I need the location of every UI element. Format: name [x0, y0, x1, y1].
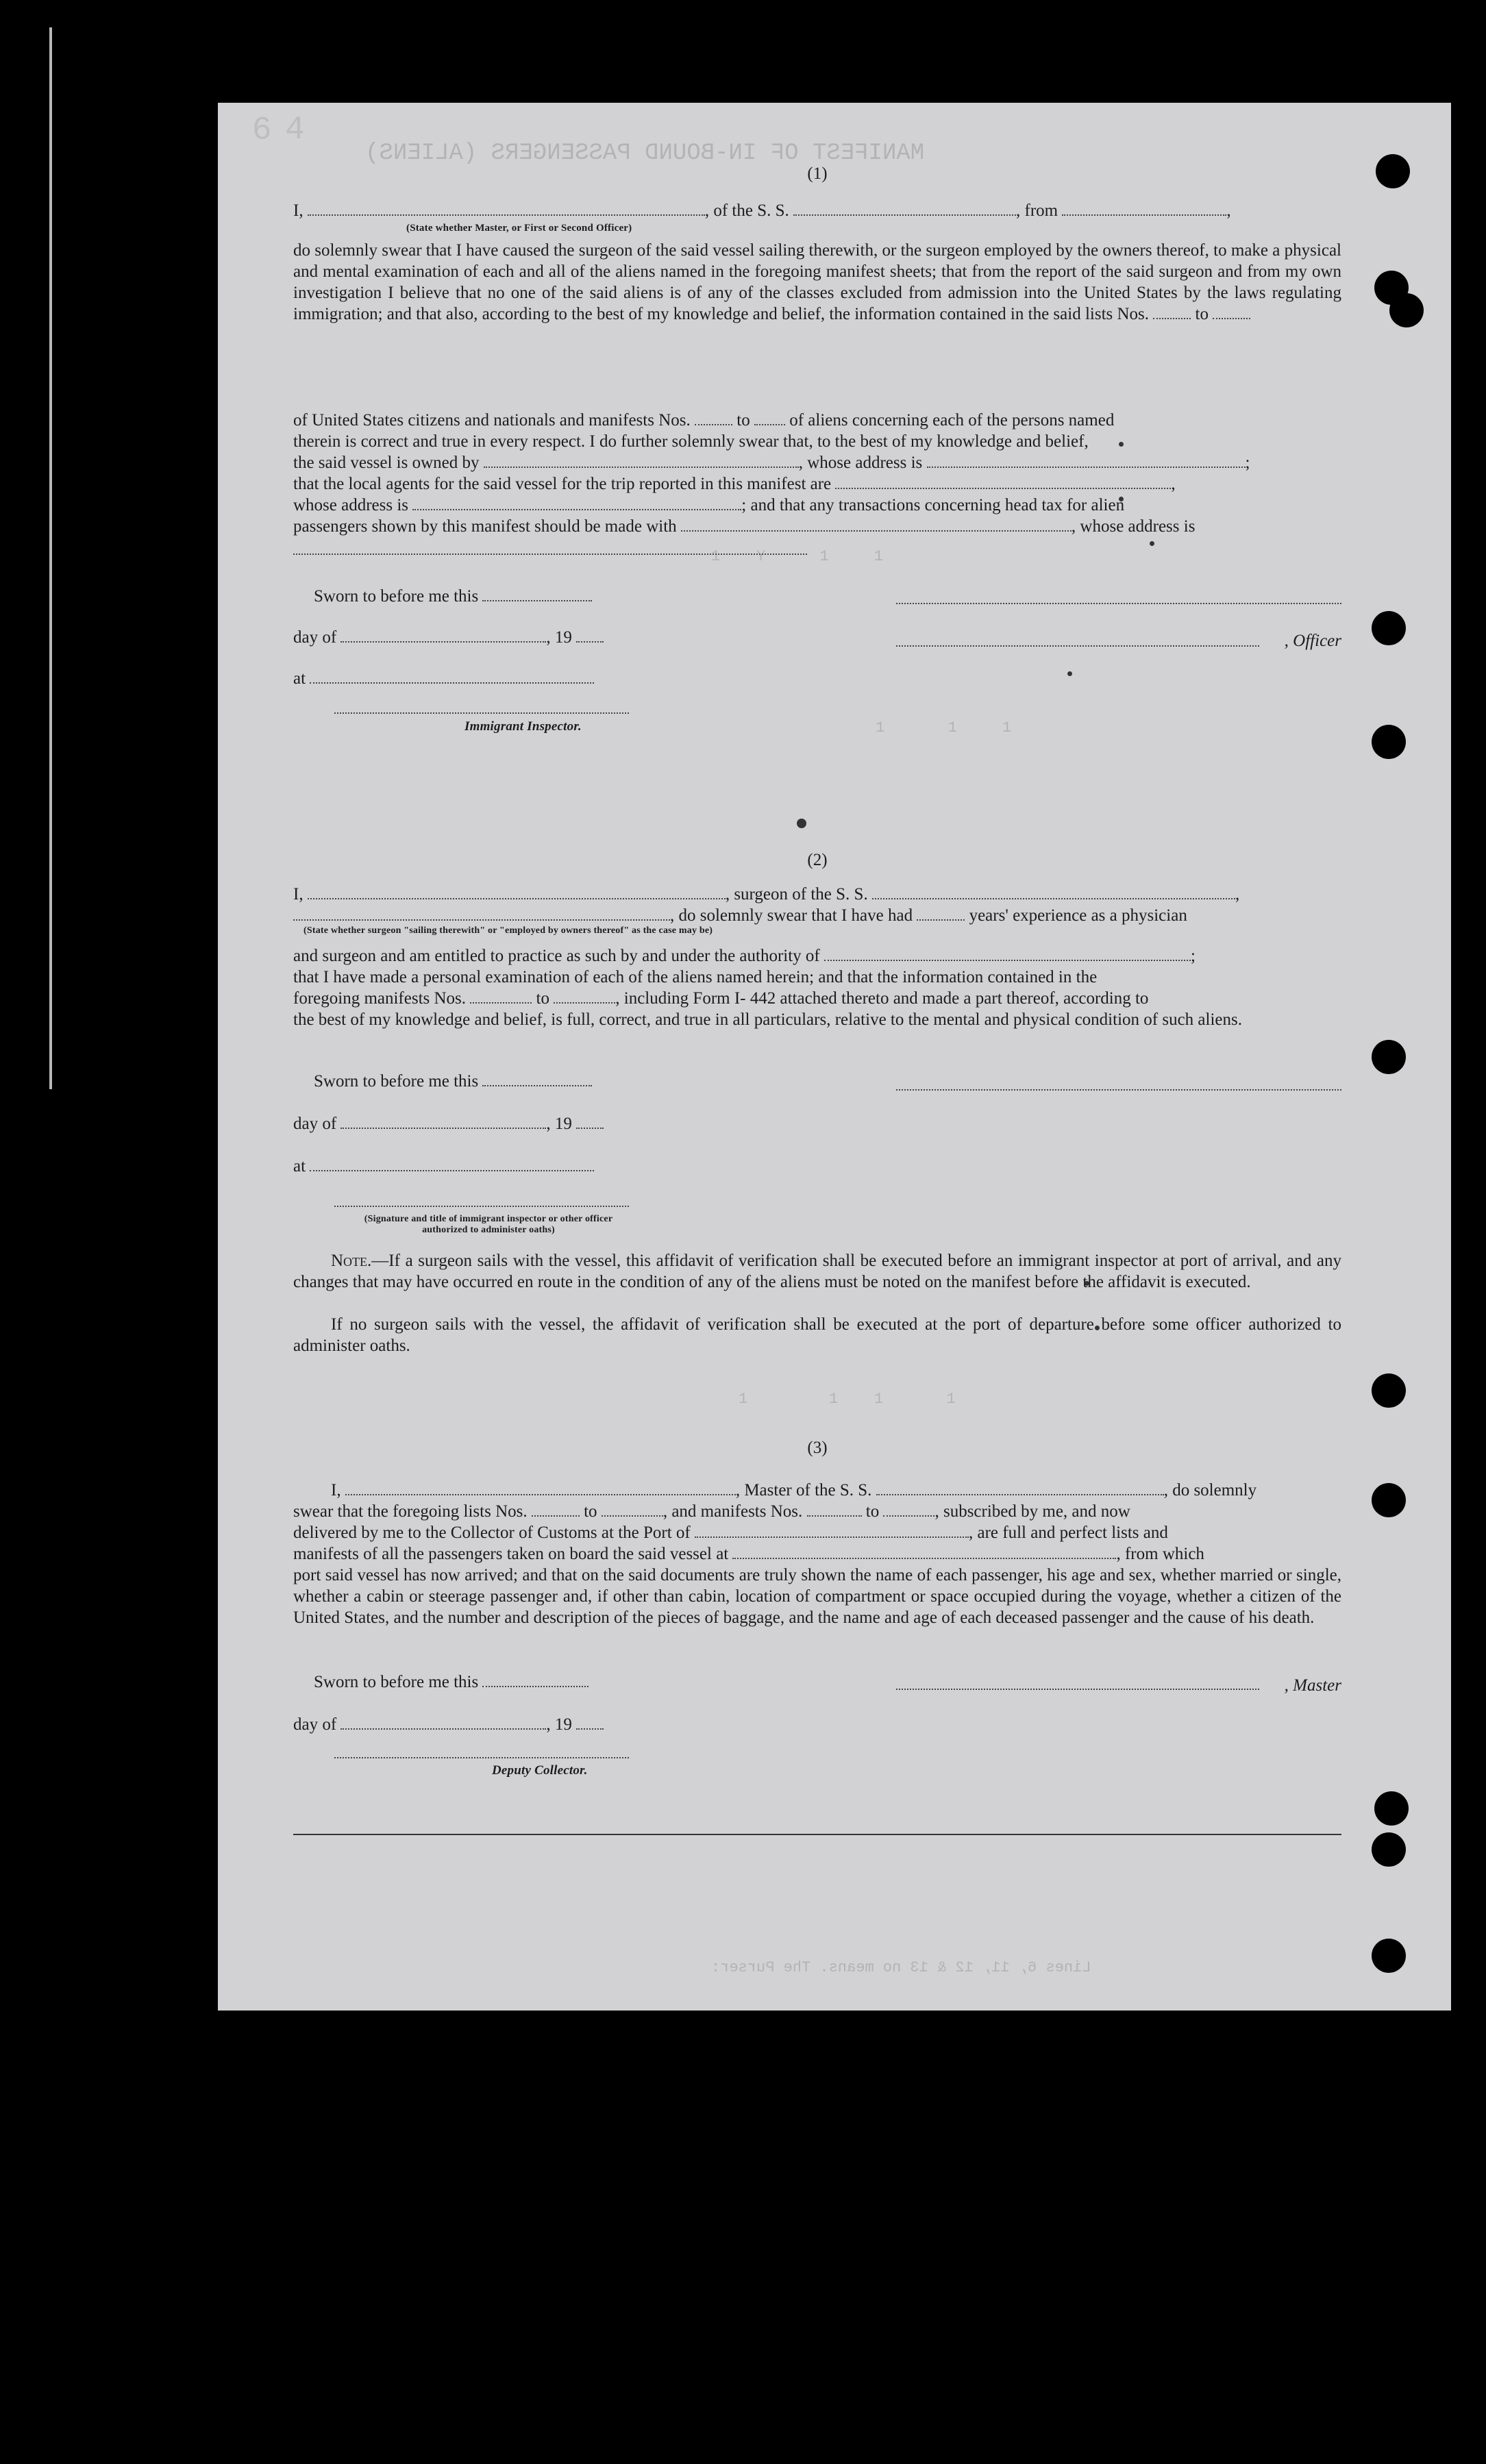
punch-hole — [1372, 1832, 1406, 1867]
section-3-number: (3) — [807, 1439, 828, 1457]
foregoing-manifests-line: foregoing manifests Nos. to , including Form I- 442 attached thereto and made a part thereof, according to — [293, 989, 1149, 1008]
examination-line: that I have made a personal examination of each of the aliens named herein; and that the information contained in the — [293, 968, 1098, 986]
blank-port-from — [1062, 202, 1226, 216]
blank-sworn-date-3 — [482, 1673, 589, 1687]
blank-port-of-departure — [732, 1545, 1116, 1559]
punch-hole — [1374, 1791, 1409, 1826]
ink-speck — [1150, 541, 1154, 546]
blank-manifest-to — [554, 990, 615, 1004]
punch-hole — [1389, 293, 1424, 327]
blank-officer-title — [896, 645, 1259, 647]
blank-years — [917, 907, 965, 921]
bleed-through-text-1: 1 Y 1 1 — [711, 548, 883, 565]
bleed-through-text-3: 1 1 1 1 — [739, 1391, 956, 1408]
blank-surgeon-name — [308, 886, 726, 899]
ink-speck — [797, 819, 806, 828]
passengers-line: passengers shown by this manifest should be made with , whose address is — [293, 517, 1196, 536]
blank-manifests-from-3 — [807, 1503, 862, 1517]
blank-sworn-date — [482, 588, 592, 601]
punch-hole — [1372, 1373, 1406, 1408]
blank-collector-signature — [334, 1757, 629, 1758]
at-line-2: at — [293, 1156, 636, 1177]
blank-authority — [824, 947, 1191, 961]
blank-surgeon-signature — [896, 1089, 1341, 1091]
blank-vessel-name-3 — [876, 1482, 1164, 1495]
blank-lists-from — [1153, 306, 1191, 319]
master-note: (State whether Master, or First or Second Officer) — [406, 223, 632, 234]
blank-year — [576, 629, 604, 643]
vessel-at-line: manifests of all the passengers taken on board the said vessel at , from which — [293, 1545, 1204, 1563]
lists-nos-line: swear that the foregoing lists Nos. to , and manifests Nos. to , subscribed by me, and now — [293, 1502, 1130, 1521]
sworn-line-1: Sworn to before me this — [314, 586, 656, 607]
blank-agents-address — [412, 497, 741, 510]
blank-lists-to — [1213, 306, 1250, 319]
section-2-number: (2) — [807, 851, 828, 869]
signature-title-note: (Signature and title of immigrant inspector or other officer authorized to administer oaths) — [364, 1214, 613, 1235]
blank-vessel-name — [793, 202, 1016, 216]
blank-manifest-from — [470, 990, 532, 1004]
local-agents-line: that the local agents for the said vessel for the trip reported in this manifest are , — [293, 475, 1176, 493]
section-3-oath-line: I, , Master of the S. S. , do solemnly — [331, 1481, 1257, 1499]
blank-head-tax-address — [293, 553, 807, 555]
blank-sworn-date-2 — [482, 1073, 592, 1086]
blank-officer-name — [308, 202, 705, 216]
blank-head-tax-contact — [681, 518, 1072, 532]
surgeon-status-note: (State whether surgeon "sailing therewith" or "employed by owners thereof" as the case may be) — [304, 925, 713, 936]
punch-hole — [1372, 1483, 1406, 1517]
scan-edge-line — [49, 27, 52, 1089]
deputy-collector-label: Deputy Collector. — [492, 1763, 588, 1778]
blank-master-name — [345, 1482, 736, 1495]
section-1-paragraph: do solemnly swear that I have caused the surgeon of the said vessel sailing therewith, or the surgeon employed by the owners thereof, to make a physical and mental examination of each and all of the aliens named in the foregoing manifest sheets; that from the report of the said surgeon and from my own investigation I believe that no one of the said aliens is of any of the classes excluded from admission into the United States by the laws regulating immigration; and that also, according to the best of my knowledge and belief, the information contained in the said lists Nos. to — [293, 241, 1341, 323]
authority-line: and surgeon and am entitled to practice as such by and under the authority of ; — [293, 947, 1196, 965]
no-surgeon-paragraph: If no surgeon sails with the vessel, the affidavit of verification shall be executed at the port of departure before some officer authorized to administer oaths. — [293, 1315, 1341, 1355]
blank-master-signature — [896, 1689, 1259, 1690]
blank-manifests-to — [754, 412, 785, 425]
whose-address-line: whose address is ; and that any transactions concerning head tax for alien — [293, 496, 1125, 514]
blank-lists-to-3 — [602, 1503, 663, 1517]
blank-inspector-signature — [334, 712, 629, 714]
blank-month-2 — [340, 1115, 546, 1129]
note-paragraph: Note.—If a surgeon sails with the vessel, this affidavit of verification shall be executed before an immigrant inspector at port of arrival, and any changes that may have occurred en route in the condition of any of the aliens must be noted on the manifest before the affidavit is executed. — [293, 1252, 1341, 1291]
port-of-line: delivered by me to the Collector of Customs at the Port of , are full and perfect lists and — [293, 1523, 1168, 1542]
manifest-page — [218, 103, 1451, 2011]
bleed-through-header: MANIFEST OF IN-BOUND PASSENGERS (ALIENS) — [365, 140, 925, 166]
punch-hole — [1372, 611, 1406, 645]
blank-lists-from-3 — [532, 1503, 580, 1517]
blank-owner-address — [927, 454, 1246, 468]
day-of-line-2: day of , 19 — [293, 1113, 636, 1134]
officer-label: , Officer — [1284, 632, 1341, 650]
punch-hole — [1372, 725, 1406, 759]
blank-surgeon-status — [293, 907, 670, 921]
label-from: , from — [1016, 201, 1058, 220]
therein-line: therein is correct and true in every respect. I do further solemnly swear that, to the best of my knowledge and belief, — [293, 432, 1089, 451]
blank-vessel-name-2 — [872, 886, 1235, 899]
blank-year-2 — [576, 1115, 604, 1129]
blank-month-3 — [340, 1716, 546, 1730]
day-of-line-1: day of , 19 — [293, 627, 636, 648]
master-label: , Master — [1284, 1676, 1341, 1695]
punch-hole — [1372, 1939, 1406, 1973]
bottom-rule — [293, 1834, 1341, 1835]
blank-place — [310, 670, 594, 684]
section-1-oath-line: I, , of the S. S. , from , — [293, 201, 1231, 220]
blank-year-3 — [576, 1716, 604, 1730]
sworn-line-3: Sworn to before me this — [314, 1671, 656, 1693]
blank-manifests-from — [695, 412, 732, 425]
blank-local-agents — [835, 475, 1171, 489]
at-line-1: at — [293, 668, 636, 689]
section-1-number: (1) — [807, 164, 828, 183]
day-of-line-3: day of , 19 — [293, 1714, 636, 1735]
citizens-line: of United States citizens and nationals and manifests Nos. to of aliens concerning each of the persons named — [293, 411, 1115, 430]
bleed-through-footer: Lines 6, 11, 12 & 13 no means. The Purser: — [711, 1959, 1091, 1976]
punch-hole — [1376, 154, 1410, 188]
blank-owner — [484, 454, 799, 468]
owned-by-line: the said vessel is owned by , whose address is ; — [293, 453, 1250, 472]
punch-hole — [1372, 1040, 1406, 1074]
ink-speck — [1067, 671, 1072, 676]
section-3-paragraph: port said vessel has now arrived; and that on the said documents are truly shown the name of each passenger, his age and sex, whether married or single, whether a cabin or steerage passenger and, if other than cabin, location of compartment or space occupied during the voyage, whether a citizen of the United States, and the number and description of the pieces of baggage, and the name and age of each deceased passenger and the cause of his death. — [293, 1566, 1341, 1627]
blank-place-2 — [310, 1158, 594, 1171]
sworn-line-2: Sworn to before me this — [314, 1071, 656, 1092]
label-of-ss: , of the S. S. — [704, 201, 789, 220]
bleed-through-text-2: 1 1 1 — [876, 719, 1012, 736]
blank-port-of-arrival — [695, 1524, 969, 1538]
blank-manifests-to-3 — [883, 1503, 934, 1517]
blank-official-signature — [334, 1206, 629, 1207]
experience-line: , do solemnly swear that I have had years' experience as a physician — [293, 905, 1341, 926]
label-i: I, — [293, 201, 304, 220]
section-2-oath-line: I, , surgeon of the S. S. , — [293, 885, 1240, 904]
immigrant-inspector-label: Immigrant Inspector. — [465, 719, 582, 734]
physical-condition-paragraph: the best of my knowledge and belief, is full, correct, and true in all particulars, relative to the mental and physical condition of such aliens. — [293, 1010, 1242, 1029]
blank-officer-signature — [896, 603, 1341, 604]
blank-month — [340, 629, 546, 643]
bleed-through-mark: ⁶⁴ — [245, 110, 312, 172]
